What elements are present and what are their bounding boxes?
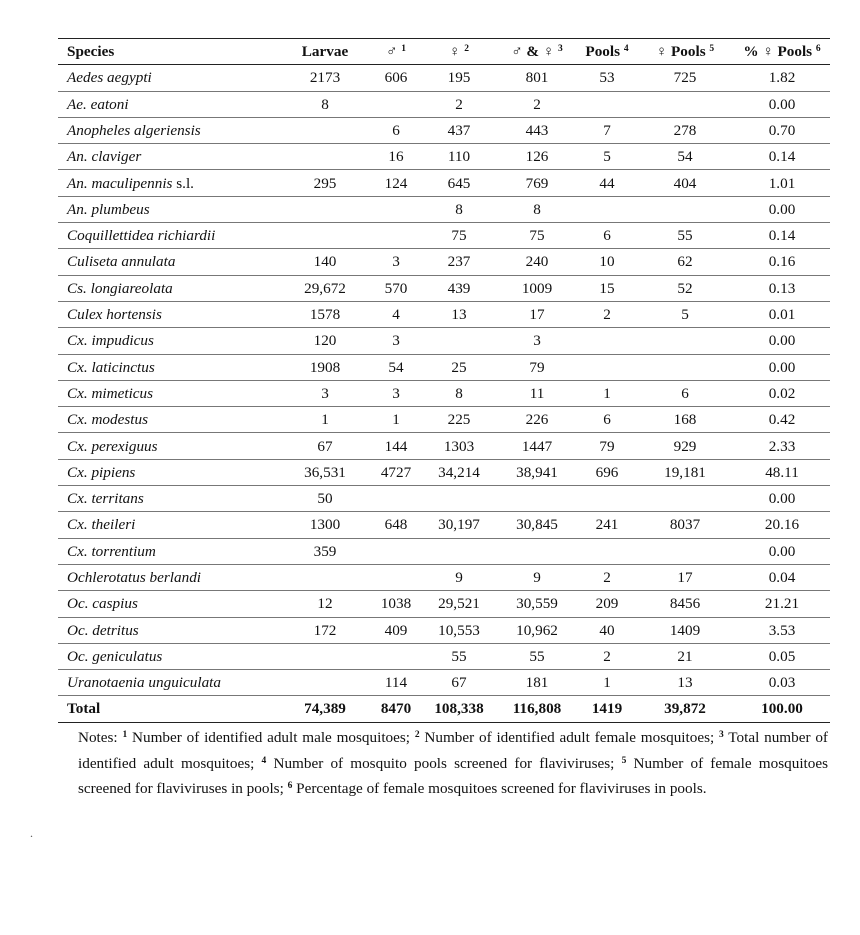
- total-cell: 8470: [370, 696, 422, 722]
- note-text: Number of identified adult female mosquitoes;: [419, 729, 720, 746]
- total-cell: 100.00: [734, 696, 830, 722]
- species-name: Cs. longiareolata: [67, 279, 173, 297]
- total-row: [58, 696, 830, 722]
- table-cell: 52: [636, 275, 734, 301]
- table-cell: 17: [496, 301, 578, 327]
- species-name: Ochlerotatus berlandi: [67, 568, 202, 586]
- table-cell: 3: [370, 380, 422, 406]
- table-cell: [578, 538, 636, 564]
- species-cell: [58, 354, 280, 380]
- table-cell: 195: [422, 65, 496, 91]
- table-row: [58, 91, 830, 117]
- table-cell: 570: [370, 275, 422, 301]
- table-cell: 6: [370, 117, 422, 143]
- table-cell: [636, 328, 734, 354]
- table-row: [58, 407, 830, 433]
- table-cell: 0.14: [734, 223, 830, 249]
- species-cell: [58, 170, 280, 196]
- table-cell: 209: [578, 591, 636, 617]
- table-cell: [280, 643, 370, 669]
- table-cell: 1009: [496, 275, 578, 301]
- table-cell: 225: [422, 407, 496, 433]
- table-cell: 2: [578, 643, 636, 669]
- table-row: [58, 65, 830, 91]
- table-cell: 0.05: [734, 643, 830, 669]
- species-cell: [58, 486, 280, 512]
- species-name: Coquillettidea richiardii: [67, 227, 216, 245]
- species-name: Aedes aegypti: [67, 69, 152, 87]
- table-row: [58, 380, 830, 406]
- table-cell: 3: [370, 249, 422, 275]
- table-cell: [496, 486, 578, 512]
- column-header: [422, 39, 496, 65]
- footnote-marker: 5: [709, 44, 715, 55]
- table-cell: 1.01: [734, 170, 830, 196]
- table-cell: 9: [422, 564, 496, 590]
- table-cell: 30,559: [496, 591, 578, 617]
- species-name: Oc. detritus: [67, 621, 139, 639]
- table-cell: [280, 670, 370, 696]
- table-cell: 2: [496, 91, 578, 117]
- note-marker: 4: [261, 755, 267, 766]
- species-name: Oc. caspius: [67, 595, 138, 613]
- table-cell: 25: [422, 354, 496, 380]
- table-cell: 437: [422, 117, 496, 143]
- table-cell: 1: [578, 380, 636, 406]
- table-row: [58, 459, 830, 485]
- table-cell: 6: [578, 407, 636, 433]
- table-cell: 67: [280, 433, 370, 459]
- table-row: [58, 249, 830, 275]
- table-cell: 62: [636, 249, 734, 275]
- table-cell: 4: [370, 301, 422, 327]
- table-cell: 55: [636, 223, 734, 249]
- table-cell: 38,941: [496, 459, 578, 485]
- table-cell: 54: [636, 144, 734, 170]
- species-name: Cx. perexiguus: [67, 437, 158, 455]
- table-cell: [280, 196, 370, 222]
- species-cell: [58, 591, 280, 617]
- species-cell: [58, 249, 280, 275]
- species-cell: [58, 433, 280, 459]
- table-cell: [496, 538, 578, 564]
- notes-prefix: Notes:: [78, 729, 123, 746]
- species-name: Cx. pipiens: [67, 463, 136, 481]
- column-header: [636, 39, 734, 65]
- table-cell: 8: [496, 196, 578, 222]
- table-row: [58, 117, 830, 143]
- table-cell: [636, 354, 734, 380]
- species-cell: [58, 223, 280, 249]
- footnote-marker: 4: [623, 44, 629, 55]
- table-cell: 0.13: [734, 275, 830, 301]
- table-cell: 172: [280, 617, 370, 643]
- table-row: [58, 512, 830, 538]
- table-cell: 75: [422, 223, 496, 249]
- table-cell: 67: [422, 670, 496, 696]
- table-cell: 75: [496, 223, 578, 249]
- species-name: Cx. mimeticus: [67, 384, 154, 402]
- table-cell: 48.11: [734, 459, 830, 485]
- species-cell: [58, 301, 280, 327]
- table-cell: 725: [636, 65, 734, 91]
- table-cell: 120: [280, 328, 370, 354]
- column-header: [496, 39, 578, 65]
- table-cell: 55: [496, 643, 578, 669]
- table-row: [58, 538, 830, 564]
- table-cell: 30,845: [496, 512, 578, 538]
- column-header-label: ♂ & ♀: [511, 43, 555, 61]
- table-row: [58, 354, 830, 380]
- table-cell: 443: [496, 117, 578, 143]
- table-cell: 404: [636, 170, 734, 196]
- table-row: [58, 486, 830, 512]
- footnote-marker: 3: [558, 44, 563, 55]
- note-marker: 3: [719, 730, 724, 740]
- species-qualifier: s.l.: [172, 174, 194, 192]
- table-cell: 114: [370, 670, 422, 696]
- table-cell: [422, 538, 496, 564]
- species-name: Culiseta annulata: [67, 253, 176, 271]
- table-cell: [422, 486, 496, 512]
- table-cell: 5: [578, 144, 636, 170]
- table-cell: 929: [636, 433, 734, 459]
- species-name: Ae. eatoni: [67, 95, 129, 113]
- column-header-label: Species: [67, 43, 115, 61]
- note-text: Percentage of female mosquitoes screened for flaviviruses in pools.: [292, 780, 707, 797]
- table-cell: [636, 486, 734, 512]
- column-header: [578, 39, 636, 65]
- table-row: [58, 328, 830, 354]
- table-cell: 140: [280, 249, 370, 275]
- table-cell: 13: [636, 670, 734, 696]
- stray-mark: .: [30, 826, 33, 840]
- species-cell: [58, 643, 280, 669]
- column-header-label: Larvae: [301, 43, 349, 61]
- table-cell: 3: [496, 328, 578, 354]
- table-cell: 10: [578, 249, 636, 275]
- table-cell: 55: [422, 643, 496, 669]
- total-label: Total: [58, 696, 280, 722]
- table-cell: 79: [496, 354, 578, 380]
- table-cell: 168: [636, 407, 734, 433]
- table-cell: 0.16: [734, 249, 830, 275]
- table-cell: [578, 486, 636, 512]
- table-cell: 1: [370, 407, 422, 433]
- species-cell: [58, 512, 280, 538]
- species-name: An. maculipennis: [67, 174, 173, 192]
- table-cell: 181: [496, 670, 578, 696]
- footnote-marker: 6: [815, 44, 821, 55]
- table-row: [58, 301, 830, 327]
- table-cell: 79: [578, 433, 636, 459]
- table-cell: 0.00: [734, 486, 830, 512]
- species-cell: [58, 117, 280, 143]
- table-row: [58, 196, 830, 222]
- total-cell: 1419: [578, 696, 636, 722]
- table-cell: 1447: [496, 433, 578, 459]
- species-cell: [58, 459, 280, 485]
- table-cell: [578, 328, 636, 354]
- table-cell: 8: [280, 91, 370, 117]
- table-cell: 19,181: [636, 459, 734, 485]
- table-cell: 124: [370, 170, 422, 196]
- table-cell: 1.82: [734, 65, 830, 91]
- table-cell: 1908: [280, 354, 370, 380]
- column-header-label: Pools: [585, 43, 621, 61]
- table-cell: 359: [280, 538, 370, 564]
- column-header-label: ♀: [449, 43, 461, 61]
- table-cell: 36,531: [280, 459, 370, 485]
- table-cell: 278: [636, 117, 734, 143]
- table-cell: 606: [370, 65, 422, 91]
- table-cell: [636, 196, 734, 222]
- table-cell: 53: [578, 65, 636, 91]
- table-cell: 110: [422, 144, 496, 170]
- table-cell: 6: [636, 380, 734, 406]
- table-cell: 2.33: [734, 433, 830, 459]
- table-cell: 3.53: [734, 617, 830, 643]
- table-cell: 0.70: [734, 117, 830, 143]
- table-cell: 12: [280, 591, 370, 617]
- table-cell: 0.01: [734, 301, 830, 327]
- table-cell: 1: [280, 407, 370, 433]
- table-notes: [78, 725, 828, 802]
- species-cell: [58, 328, 280, 354]
- table-cell: 696: [578, 459, 636, 485]
- note-marker: 1: [122, 730, 128, 740]
- table-cell: [422, 328, 496, 354]
- species-cell: [58, 617, 280, 643]
- species-cell: [58, 538, 280, 564]
- table-cell: 16: [370, 144, 422, 170]
- table-cell: 15: [578, 275, 636, 301]
- note-marker: 5: [621, 755, 627, 766]
- note-text: Number of mosquito pools screened for flaviviruses;: [266, 754, 622, 772]
- total-cell: 116,808: [496, 696, 578, 722]
- column-header: [280, 39, 370, 65]
- table-header-row: [58, 39, 830, 65]
- species-cell: [58, 196, 280, 222]
- table-cell: 2: [578, 564, 636, 590]
- table-cell: 0.42: [734, 407, 830, 433]
- table-cell: 4727: [370, 459, 422, 485]
- table-cell: [280, 564, 370, 590]
- species-cell: [58, 144, 280, 170]
- footnote-marker: 1: [401, 44, 406, 55]
- table-cell: 44: [578, 170, 636, 196]
- table-cell: 1409: [636, 617, 734, 643]
- table-cell: 2: [578, 301, 636, 327]
- species-cell: [58, 275, 280, 301]
- table-cell: [370, 538, 422, 564]
- table-cell: 54: [370, 354, 422, 380]
- table-cell: 50: [280, 486, 370, 512]
- species-name: Anopheles algeriensis: [67, 121, 201, 139]
- table-cell: 5: [636, 301, 734, 327]
- note-marker: 6: [287, 781, 293, 791]
- table-cell: 295: [280, 170, 370, 196]
- table-cell: 769: [496, 170, 578, 196]
- species-name: Cx. theileri: [67, 516, 136, 534]
- species-cell: [58, 407, 280, 433]
- table-cell: 0.00: [734, 196, 830, 222]
- table-cell: 1038: [370, 591, 422, 617]
- table-cell: 3: [370, 328, 422, 354]
- table-row: [58, 223, 830, 249]
- table-cell: [370, 91, 422, 117]
- table-cell: 144: [370, 433, 422, 459]
- table-cell: 0.04: [734, 564, 830, 590]
- table-cell: [636, 538, 734, 564]
- note-text: Total number of identified adult mosquitoes;: [78, 729, 828, 772]
- table-cell: 8037: [636, 512, 734, 538]
- table-cell: [280, 144, 370, 170]
- table-body: [58, 65, 830, 722]
- table-cell: 0.00: [734, 328, 830, 354]
- species-name: An. claviger: [67, 148, 142, 166]
- species-name: Culex hortensis: [67, 306, 162, 324]
- table-cell: 1300: [280, 512, 370, 538]
- table-row: [58, 617, 830, 643]
- table-cell: 9: [496, 564, 578, 590]
- table-cell: 1578: [280, 301, 370, 327]
- species-cell: [58, 564, 280, 590]
- table-cell: 11: [496, 380, 578, 406]
- table-cell: 30,197: [422, 512, 496, 538]
- table-cell: 7: [578, 117, 636, 143]
- note-text: Number of identified adult male mosquitoes;: [127, 729, 415, 746]
- table-cell: [280, 117, 370, 143]
- table-row: [58, 170, 830, 196]
- table-cell: 241: [578, 512, 636, 538]
- total-cell: 74,389: [280, 696, 370, 722]
- table-row: [58, 564, 830, 590]
- mosquito-species-table: [58, 38, 830, 723]
- table-cell: 21.21: [734, 591, 830, 617]
- table-cell: [578, 91, 636, 117]
- table-cell: [636, 91, 734, 117]
- table-cell: 34,214: [422, 459, 496, 485]
- species-cell: [58, 65, 280, 91]
- table-cell: [280, 223, 370, 249]
- table-cell: 409: [370, 617, 422, 643]
- table-cell: 0.00: [734, 538, 830, 564]
- species-name: Uranotaenia unguiculata: [67, 674, 221, 692]
- table-cell: 0.02: [734, 380, 830, 406]
- table-cell: 13: [422, 301, 496, 327]
- table-cell: 8: [422, 380, 496, 406]
- species-name: Cx. territans: [67, 490, 144, 508]
- table-cell: 1: [578, 670, 636, 696]
- species-cell: [58, 670, 280, 696]
- total-cell: 108,338: [422, 696, 496, 722]
- table-cell: 439: [422, 275, 496, 301]
- species-cell: [58, 380, 280, 406]
- column-header-label: ♀ Pools: [655, 43, 706, 61]
- table-cell: 10,962: [496, 617, 578, 643]
- column-header-label: ♂: [386, 43, 398, 61]
- table-cell: 2: [422, 91, 496, 117]
- table-row: [58, 433, 830, 459]
- total-cell: 39,872: [636, 696, 734, 722]
- column-header: [370, 39, 422, 65]
- table-cell: 8: [422, 196, 496, 222]
- note-text: Number of female mosquitoes screened for flaviviruses in pools;: [78, 754, 828, 797]
- table-cell: 648: [370, 512, 422, 538]
- table-cell: 801: [496, 65, 578, 91]
- table-cell: 126: [496, 144, 578, 170]
- table-cell: 237: [422, 249, 496, 275]
- species-name: Oc. geniculatus: [67, 647, 163, 665]
- table-cell: [370, 643, 422, 669]
- table-cell: 1303: [422, 433, 496, 459]
- footnote-marker: 2: [464, 44, 469, 55]
- table-cell: 21: [636, 643, 734, 669]
- species-name: Cx. laticinctus: [67, 358, 155, 376]
- table-row: [58, 144, 830, 170]
- table-cell: 17: [636, 564, 734, 590]
- table-cell: 0.03: [734, 670, 830, 696]
- table-cell: 40: [578, 617, 636, 643]
- table-cell: [370, 223, 422, 249]
- species-name: An. plumbeus: [67, 200, 150, 218]
- species-name: Cx. impudicus: [67, 332, 154, 350]
- table-cell: 29,672: [280, 275, 370, 301]
- table-cell: 240: [496, 249, 578, 275]
- table-cell: [370, 196, 422, 222]
- column-header: [58, 39, 280, 65]
- table-row: [58, 591, 830, 617]
- table-cell: 20.16: [734, 512, 830, 538]
- species-name: Cx. torrentium: [67, 542, 156, 560]
- table-cell: [370, 564, 422, 590]
- column-header: [734, 39, 830, 65]
- column-header-label: % ♀ Pools: [743, 43, 813, 61]
- table-cell: 0.00: [734, 91, 830, 117]
- table-cell: [370, 486, 422, 512]
- table-cell: 8456: [636, 591, 734, 617]
- table-cell: 2173: [280, 65, 370, 91]
- table-cell: 226: [496, 407, 578, 433]
- table-cell: 29,521: [422, 591, 496, 617]
- table-row: [58, 275, 830, 301]
- table-row: [58, 643, 830, 669]
- table-cell: 0.00: [734, 354, 830, 380]
- note-marker: 2: [414, 730, 420, 740]
- table-cell: [578, 196, 636, 222]
- table-cell: 0.14: [734, 144, 830, 170]
- table-cell: 6: [578, 223, 636, 249]
- table-cell: 10,553: [422, 617, 496, 643]
- species-name: Cx. modestus: [67, 411, 148, 429]
- species-cell: [58, 91, 280, 117]
- table-cell: 3: [280, 380, 370, 406]
- table-cell: [578, 354, 636, 380]
- table-row: [58, 670, 830, 696]
- table-cell: 645: [422, 170, 496, 196]
